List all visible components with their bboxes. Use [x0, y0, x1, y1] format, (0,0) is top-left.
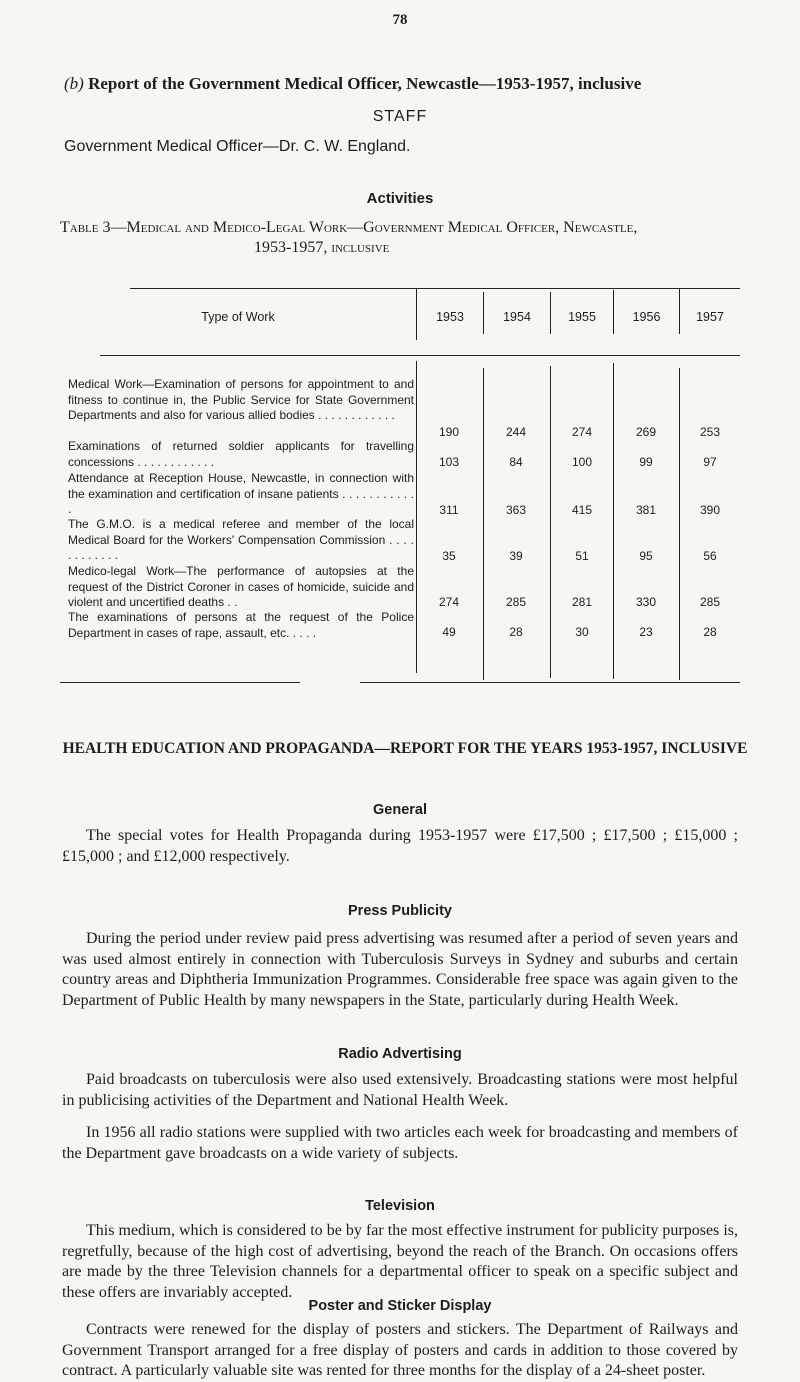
- table-cell: 190: [438, 425, 460, 439]
- table-cell: 23: [639, 625, 653, 639]
- table-cell: 274: [571, 425, 593, 439]
- table-row-text: Medical Work—Examination of persons for appointment to and fitness to continue in, the Public Service for State Government Departments and also for various allied bodies . . . . . . . . . . . .: [68, 377, 414, 422]
- table-cell: 330: [635, 595, 657, 609]
- table-cell: 84: [509, 455, 523, 469]
- section-heading-poster-sticker: Poster and Sticker Display: [308, 1298, 492, 1314]
- table-bottom-rule-right: [360, 682, 740, 683]
- table-cell: 35: [442, 549, 456, 563]
- paragraph: During the period under review paid press advertising was resumed after a period of seven years and was used almost entirely in connection with Tuberculosis Surveys in Sydney and suburbs and certain country areas and Diphtheria Immunization Programmes. Considerable free space was again given to the Department of Public Health by many newspapers in the State, particularly during Health Week.: [62, 930, 738, 1009]
- table-row-text: Examinations of returned soldier applicants for travelling concessions . . . . . . . . . . . .: [68, 439, 414, 469]
- col-rule-1b: [416, 361, 417, 673]
- table-cell: 28: [509, 625, 523, 639]
- table-caption: [60, 218, 760, 258]
- table-caption-line2: 1953-1957, inclusive: [254, 239, 390, 256]
- table-cell: 95: [639, 549, 653, 563]
- col-rule-2b: [483, 368, 484, 680]
- table-cell: 30: [575, 625, 589, 639]
- staff-heading: STAFF: [372, 108, 428, 125]
- subheading-label: (b): [64, 74, 84, 93]
- paragraph: This medium, which is considered to be by far the most effective instrument for publicity purposes is, regretfully, because of the high cost of advertising, beyond the reach of the Branch. On occasions offers are made by the three Television channels for a departmental officer to speak on a specific subject and these offers are invariably accepted.: [62, 1222, 738, 1301]
- header-1955: 1955: [568, 310, 596, 324]
- table-row-text: The G.M.O. is a medical referee and member of the local Medical Board for the Workers' Compensation Commission . . . . . . . . . . . .: [68, 517, 414, 562]
- header-1954: 1954: [503, 310, 531, 324]
- paragraph: Contracts were renewed for the display of posters and stickers. The Department of Railways and Government Transport arranged for a free display of posters and cards in addition to those covered by contract. A particularly valuable site was rented for three months for the display of a 24-sheet poster.: [62, 1321, 738, 1379]
- table-cell: 363: [505, 503, 527, 517]
- table-cell: 103: [438, 455, 460, 469]
- paragraph: Paid broadcasts on tuberculosis were also used extensively. Broadcasting stations were most helpful in publicising activities of the Department and National Health Week.: [62, 1071, 738, 1109]
- section-heading-general: General: [373, 802, 427, 818]
- header-1956: 1956: [632, 310, 661, 324]
- section-heading-radio-advertising: Radio Advertising: [338, 1046, 462, 1062]
- table-cell: 99: [639, 455, 653, 469]
- table-cell: 49: [442, 625, 456, 639]
- table-cell: 28: [703, 625, 717, 639]
- table-caption-line1: Table 3—Medical and Medico-Legal Work—Government Medical Officer, Newcastle,: [60, 219, 638, 236]
- table-cell: 415: [571, 503, 593, 517]
- header-1957: 1957: [696, 310, 724, 324]
- table-cell: 253: [699, 425, 721, 439]
- table-cell: 285: [505, 595, 527, 609]
- subheading-text: Report of the Government Medical Officer, Newcastle—1953-1957, inclusive: [83, 74, 642, 93]
- table-cell: 281: [571, 595, 593, 609]
- health-education-heading: HEALTH EDUCATION AND PROPAGANDA—REPORT FOR THE YEARS 1953-1957, INCLUSIVE: [62, 740, 748, 757]
- table-cell: 51: [575, 549, 589, 563]
- table-row-text: Attendance at Reception House, Newcastle, in connection with the examination and certification of insane patients . . . . . . . . . . . .: [68, 471, 414, 516]
- staff-line: Government Medical Officer—Dr. C. W. England.: [64, 138, 411, 155]
- table-cell: 56: [703, 549, 717, 563]
- work-table: [60, 288, 740, 683]
- header-1953: 1953: [436, 310, 464, 324]
- table-top-rule: [130, 288, 740, 289]
- paragraph: In 1956 all radio stations were supplied with two articles each week for broadcasting and members of the Department gave broadcasts on a wide variety of subjects.: [62, 1124, 738, 1162]
- table-row-text: Medico-legal Work—The performance of autopsies at the request of the District Coroner in cases of homicide, suicide and violent and uncertified deaths . .: [68, 564, 414, 609]
- table-bottom-rule-left: [60, 682, 300, 683]
- table-cell: 100: [571, 455, 593, 469]
- section-heading-press-publicity: Press Publicity: [348, 903, 452, 919]
- table-cell: 381: [635, 503, 657, 517]
- table-cell: 269: [635, 425, 657, 439]
- report-subheading: [64, 74, 641, 94]
- col-rule-4b: [613, 363, 614, 679]
- section-heading-television: Television: [365, 1198, 435, 1214]
- table-cell: 274: [438, 595, 460, 609]
- paragraph: The special votes for Health Propaganda during 1953-1957 were £17,500 ; £17,500 ; £15,000 ; £15,000 ; and £12,000 respectively.: [62, 827, 738, 865]
- table-cell: 285: [699, 595, 721, 609]
- table-cell: 311: [439, 503, 459, 517]
- table-cell: 39: [509, 549, 523, 563]
- page-number: 78: [392, 12, 408, 28]
- table-cell: 244: [505, 425, 527, 439]
- table-cell: 390: [699, 503, 721, 517]
- activities-heading: Activities: [366, 190, 434, 207]
- table-cell: 97: [703, 455, 717, 469]
- header-type-of-work: Type of Work: [201, 310, 275, 324]
- table-header-rule: [100, 355, 740, 356]
- table-row-text: The examinations of persons at the request of the Police Department in cases of rape, assault, etc. . . . .: [68, 610, 414, 640]
